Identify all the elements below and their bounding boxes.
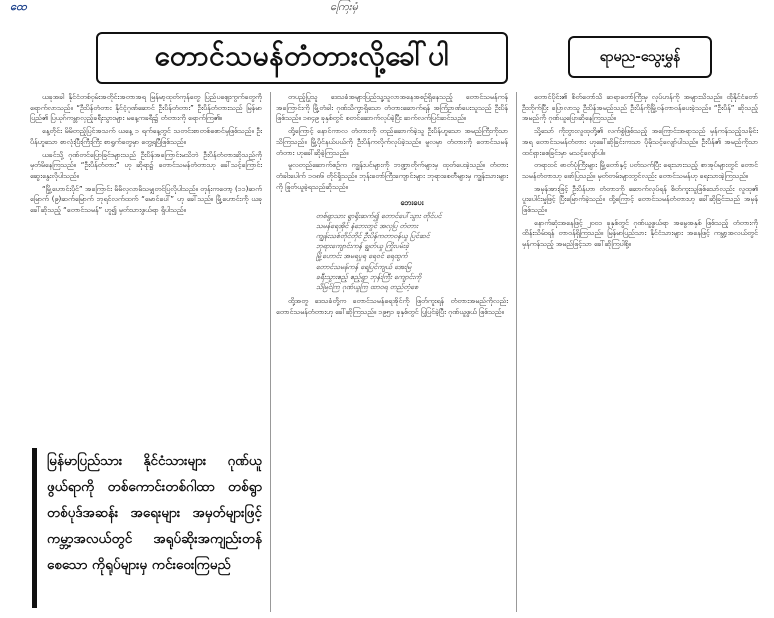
- paragraph: ထို့အတူ ဒေသခံတို့က တောင်သမန်ရေအိုင်ကို ဖြတ်ကူးရန် တံတားအမည်ကိုလည်း တောင်သမန်တံတားဟု ခေါ်ဆိုကြသည်။ ၁၉၅၁ ခုနှစ်တွင် ပြုပြင်ခဲ့ပြီး ဂုဏ်ယူဖွယ် ဖြစ်သည်။: [276, 297, 508, 316]
- pull-quote-text: မြန်မာပြည်သား နိုင်ငံသားများ ဂုဏ်ယူ ဖွယ်ရာကို တစ်ကောင်းတစ်ဂါထာ တစ်ရွာ တစ်ပုဒ်အဆန်း အရေးများ အမှတ်များဖြင့် ကမ္ဘာ့အလယ်တွင် အရုပ်ဆိုးအကျည်းတန်စေသော ကိုရုပ်များမှ ကင်းဝေးကြမည်: [47, 453, 262, 573]
- paragraph: နောက်ဆုံးအနေဖြင့် ၂၀၀၁ ခုနှစ်တွင် ဂုဏ်ယူဖွယ်ရာ အမွေအနှစ် ဖြစ်သည့် တံတားကို ထိန်းသိမ်းရန် တာဝန်ရှိကြသည်။ မြန်မာပြည်သား နိုင်ငံသားများ အနေဖြင့် ကမ္ဘာ့အလယ်တွင် မှန်ကန်သည့် အမည်ဖြင့်သာ ခေါ်ဆိုကြပါစို့။: [522, 218, 758, 249]
- column-1: [30, 92, 262, 438]
- headline-box: [96, 32, 508, 84]
- column-3: [522, 92, 758, 612]
- pull-quote: [32, 448, 262, 608]
- paragraph: တပည့်ပြုသူ ဒေသခံအများပြည်သူ့သူလာအနေအစဉ်ရှိနေသည့် တောင်သမန်ကန်အကြောင်းကို မြို့တံခါး ဂုဏ်သိက္ခာရှိသော တံတားဆောက်ရန် အကြံဥာဏ်ပေးသူသည် ဦးပိန်ဖြစ်သည်။ ၁၈၄၉ ခုနှစ်တွင် စတင်ဆောက်လုပ်ခဲ့ပြီး ဆက်လက်ပြင်ဆင်သည်။: [276, 93, 508, 123]
- paragraph: ယခုအခါ နိုင်ငံတစ်ဝှမ်းအတိုင်းအတာအရ မြန်မာ့ထုတ်ကုန်တွေ ပြည်ပဈေးကွက်တွေကိုရောက်လာသည်။ “ဦးပိန်တံတား နိုင်ငံ့ဂုဏ်ဆောင် ဦးပိန်တံတား” ဦးပိန်တံတားသည် မြန်မာပြည်၏ ပြယုဂ်ကမ္ဘာလှည့်ခရီးသွားများ မနေ့ကခရီး၌ တံတားကို ရောက်ကြ၏။: [30, 93, 262, 123]
- poem-line: ဘုရားကျောင်းကန် ချွတ်ယူ ကြိုးပမ်းခဲ့: [316, 242, 409, 251]
- paragraph: နေ့တိုင်း မိမိတည့်ပြင်အသက် ယနေ့ ၁ ရက်နေ့တွင် သတင်းစာတစ်စောင်မှဖြစ်သည်။ ဦးပိန်ဟူသော စာလုံးပြီးကြီးကြီး စာရွက်တွေမှာ တွေ့ရပြီဖြစ်သည်။: [30, 127, 262, 146]
- poem-line: ကျွန်းသစ်တိုင်တိုင် ဦးပိန်ကတာဝန်ယူ ပြင်ဆင်: [316, 231, 430, 240]
- paragraph: တရားဝင် ဓာတ်ပုံကြီးများ မြို့တော်နှင့် ပတ်သက်ပြီး ရေးသားသည့် စာအုပ်များတွင် တောင်သမန်တံတားဟု ဖော်ပြသည်။ မှတ်တမ်းများတွင်လည်း တောင်သမန်ဟု ရေးသားခဲ့ကြသည်။: [522, 161, 758, 180]
- paragraph: တောင်ပိုင်း၏ စိတ်တော်သိ ဆရာတော်ကြီးမှ လုပ်ဟန်ကို အများသိသည်။ ထိုနိုင်ငံတော် ဦးတိုက်ပြီး ပြောလာသူ ဦးပိန်အမည်သည် ဦးပိန်ကိုမြို့ဝန်တာဝန်ပေးခဲ့သည်။ “ဦးပိန်” ဆိုသည့်အမည်ကို ဂုဏ်ယူပြောဆိုနေကြသည်။: [522, 93, 758, 123]
- paragraph: ထို့ကြောင့် နောင်ကာလ တံတားကို တည်ဆောက်ခဲ့သူ ဦးပိန်ဟူသော အမည်ကြီးကိုသာ သိကြသည်။ မြို့ပိုင်နယ်ပယ်ကို ဦးပိန်ကလိုက်လုပ်ခဲ့သည်။ မူလမှာ တံတားကို တောင်သမန်တံတား ဟုခေါ်ဆိုခဲ့ကြသည်။: [276, 127, 508, 157]
- byline-box: [568, 36, 712, 78]
- masthead: [0, 0, 774, 14]
- poem-line: တောင်သမန်ကန် ရေပြင်ကျယ် အေးမြ: [316, 262, 412, 271]
- paragraph: အမှန်အားဖြင့် ဦးပိန်ဟာ တံတားကို ဆောက်လုပ်ရန် စိတ်ကူးသူဖြစ်သော်လည်း လူထု၏ ပူးပေါင်းမှုဖြင့် ပြီးမြောက်ခဲ့သည်။ ထို့ကြောင့် တောင်သမန်တံတားဟု ခေါ်ဆိုခြင်းသည် အမှန်ဖြစ်သည်။: [522, 184, 758, 215]
- poem-line: မြို့ဟောင်း အမရပူရ ရေဝင် ရေထွက်: [316, 252, 408, 261]
- poem-title: ဘေးပေး: [400, 198, 424, 208]
- poem-line: ခရီးသွားဧည့် ဧည့်ရွာ ဘုန်းကြီး ကျောင်းကို: [316, 272, 422, 281]
- article-byline: ရာမည-သွေးမွှန်: [599, 48, 681, 65]
- poem-line: တစ်ရွာသား ရွာရိုးဆက်၍ တောင်ပေါ်သွား တိုင်ပင်: [316, 211, 442, 220]
- paragraph: ယခင်သို့ ဂုဏ်တင်ပြောခြင်းများသည် ဦးပိန်အကြောင်းမသိဘဲ ဦးပိန်တံတားဆိုသည်ကို မှတ်မိနေကြသည်။ “ဦးပိန်တံတား” ဟု ဆိုရာ၌ တောင်သမန်တံတားဟု ခေါ်သင့်ကြောင်း ဆွေးနွေးလိုပါသည်။: [30, 150, 262, 180]
- poem-block: [316, 198, 508, 292]
- poem-line: သိမြင်ကြ ဂုဏ်ယူကြ ထာဝရ တည်တံ့စေ: [316, 282, 419, 291]
- paragraph: “မြို့ဟောင်းပိုင်” အကြောင်း မိမိလှလာမိသမျှတင်ပြလိုပါသည်။ တုန်းကတော့ (၁၁)ဆက်မြောက် (၉)ဆက်မြောက် ဘုရင်လက်ထက် “မောင်ပေါ်” ဟု ခေါ်သည်။ မြို့ဟောင်းကို ယခုခေါ်ဆိုသည့် “တောင်သမန်” ဟူ၍ မှတ်သားဖွယ်ရာ ရှိပါသည်။: [30, 184, 262, 215]
- column-2: [276, 92, 508, 612]
- paragraph: သို့သော် ကိုဘွားလူထုတို့၏ လက်စွဲဖြစ်သည့် အကြောင်းအရာသည် မှန်ကန်သည့်သမိုင်းအရ တောင်သမန်တံတား ဟုခေါ်ဆိုခြင်းကသာ ပိုမိုသင့်လျော်ပါသည်။ ဦးပိန်၏ အမည်ကိုသာ ထင်ရှားစေခြင်းမှာ မသင့်လျော်ပါ။: [522, 127, 758, 157]
- poem-line: သမန်ရေအိုင် နံဘေးတွင် အလှပြ တံတား: [316, 221, 419, 230]
- masthead-center-title: ကြေးမုံ: [330, 0, 358, 13]
- article-headline: တောင်သမန်တံတားလို့ခေါ်ပါ: [154, 39, 450, 72]
- paragraph: မူလတည်ဆောက်စဉ်က ကျွန်းပင်များကို ဘဏ္ဍာတိုက်များမှ ထုတ်ပေးခဲ့သည်။ တံတားတံခါးပေါက် ၁၀၈၆ တိုင်ရှိသည်။ ဘုန်းတော်ကြီးကျောင်းများ ဘုရားစေတီများမှ ကျွန်းသားများကို ဖြုတ်ယူခဲ့ရသည်ဆိုသည်။: [276, 161, 508, 191]
- masthead-logo: ထေ: [10, 0, 27, 13]
